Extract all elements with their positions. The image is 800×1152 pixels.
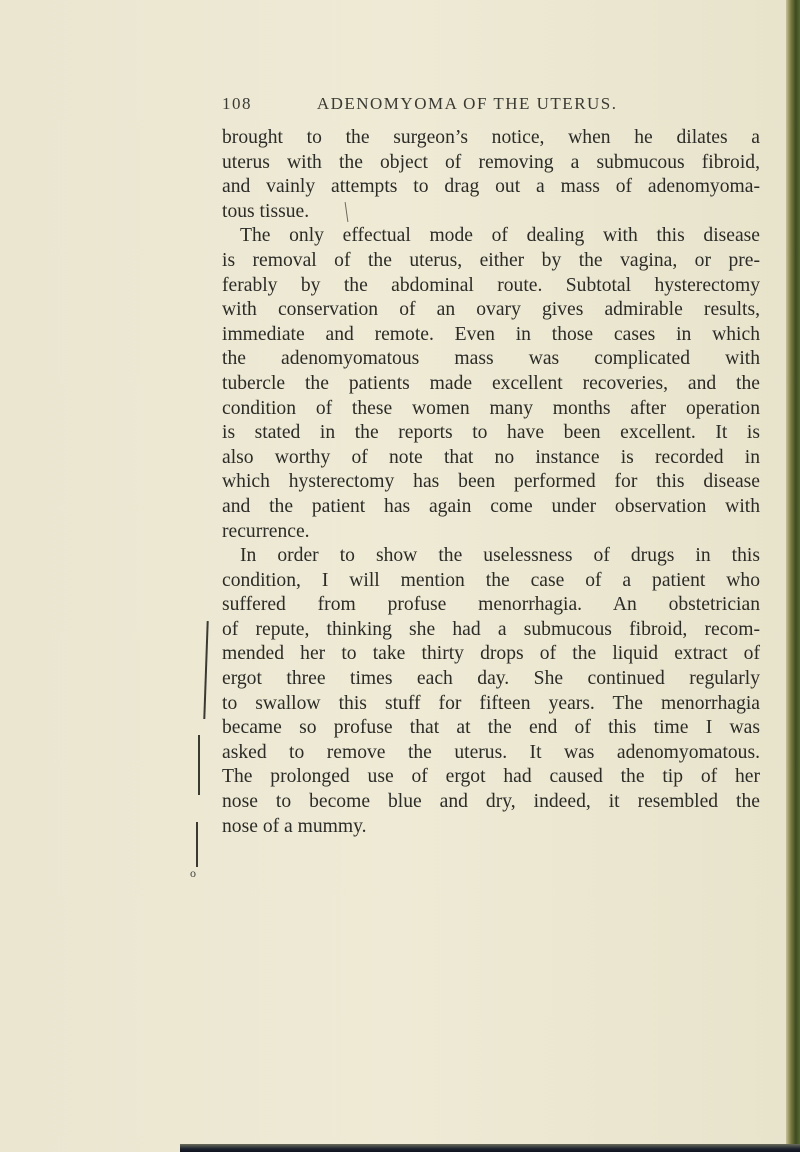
text-line: tubercle the patients made excellent recoveries, and the [222, 372, 760, 394]
text-line: brought to the surgeon’s notice, when he dilates a [222, 127, 760, 148]
running-title: ADENOMYOMA OF THE UTERUS. [316, 94, 618, 113]
text-line: uterus with the object of removing a submucous fibroid, [222, 151, 760, 173]
text-line: recurrence. [222, 520, 310, 542]
text-line: mended her to take thirty drops of the liquid extract of [222, 643, 760, 665]
text-line: with conservation of an ovary gives admirable results, [222, 299, 760, 321]
page-edge-right [786, 0, 800, 1152]
text-line: ferably by the abdominal route. Subtotal hysterectomy [222, 274, 760, 296]
text-line: In order to show the uselessness of drugs in this [240, 545, 760, 567]
text-line: to swallow this stuff for fifteen years. The menorrhagia [222, 692, 760, 714]
text-line: which hysterectomy has been performed for this disease [222, 471, 760, 493]
margin-pencil-mark [196, 822, 198, 867]
text-line: also worthy of note that no instance is recorded in [222, 446, 760, 468]
text-line: immediate and remote. Even in those cases in which [222, 323, 760, 345]
page-edge-bottom [180, 1144, 800, 1152]
text-line: and the patient has again come under observation with [222, 495, 760, 517]
body-text [222, 126, 760, 839]
running-header [222, 94, 782, 114]
margin-pencil-glyph: o [190, 866, 196, 880]
text-line: condition of these women many months after operation [222, 397, 760, 419]
text-line: of repute, thinking she had a submucous fibroid, recom- [222, 618, 760, 640]
margin-pencil-mark [203, 621, 208, 719]
page-number: 108 [222, 94, 252, 113]
text-line: nose to become blue and dry, indeed, it resembled the [222, 791, 760, 813]
text-line: condition, I will mention the case of a patient who [222, 569, 760, 591]
text-line: the adenomyomatous mass was complicated with [222, 348, 760, 370]
text-line: tous tissue. [222, 200, 310, 222]
text-line: ergot three times each day. She continued regularly [222, 668, 760, 690]
text-line: nose of a mummy. [222, 815, 367, 837]
text-line: is stated in the reports to have been excellent. It is [222, 422, 760, 444]
text-line: asked to remove the uterus. It was adenomyomatous. [222, 741, 760, 763]
text-line: and vainly attempts to drag out a mass of adenomyoma- [222, 176, 760, 198]
text-line: is removal of the uterus, either by the vagina, or pre- [222, 249, 760, 271]
text-line: suffered from profuse menorrhagia. An obstetrician [222, 594, 760, 616]
margin-pencil-mark [198, 735, 200, 795]
text-line: The only effectual mode of dealing with this disease [240, 225, 760, 247]
text-line: The prolonged use of ergot had caused the tip of her [222, 766, 760, 788]
text-line: became so profuse that at the end of this time I was [222, 717, 760, 739]
